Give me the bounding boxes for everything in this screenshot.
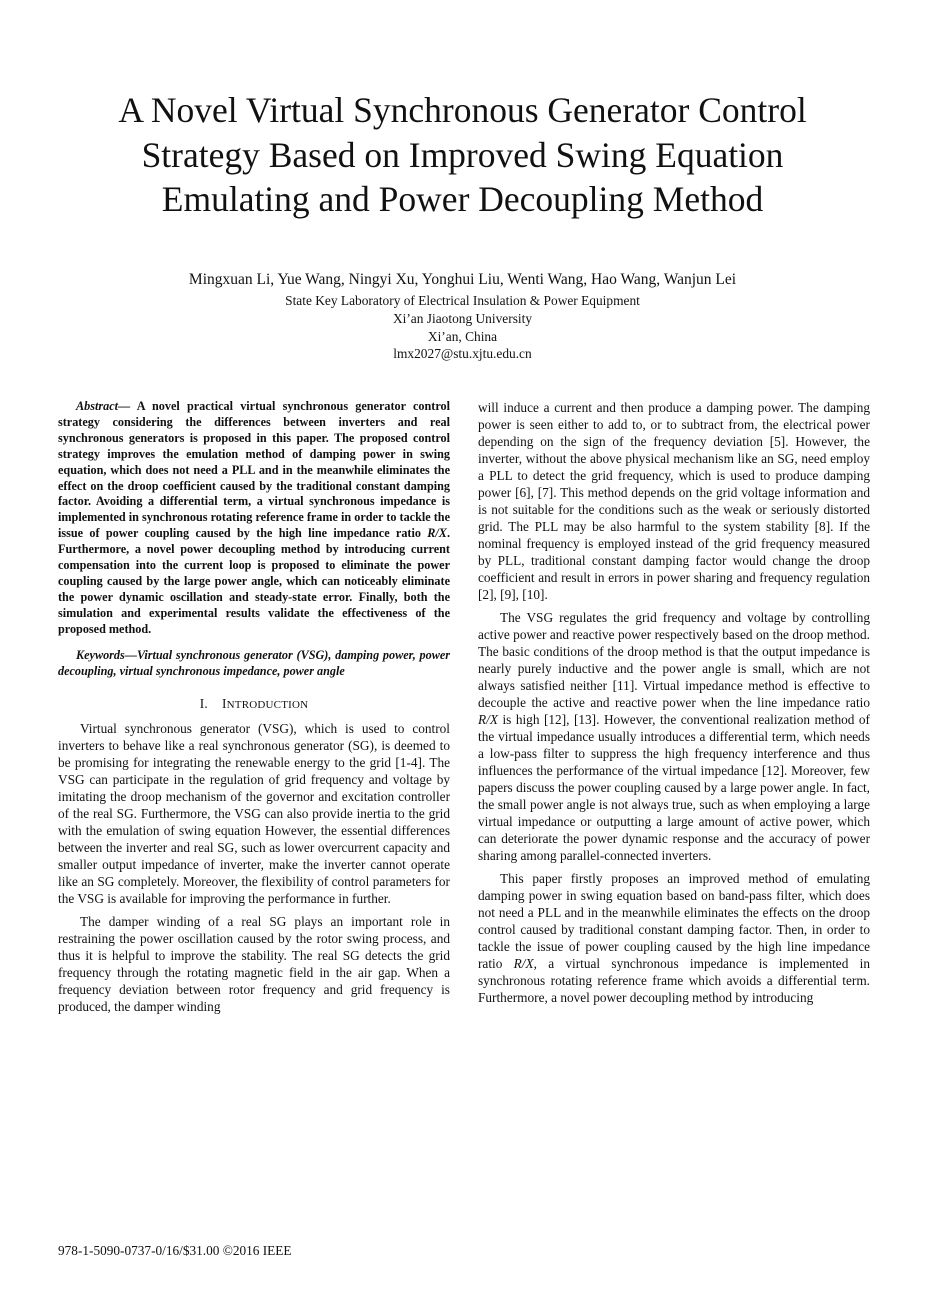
keywords: Keywords—Virtual synchronous generator (VSG), damping power, power decoupling, virtual synchronous impedance, power angle	[58, 647, 450, 678]
affiliation-location: Xi’an, China	[427, 328, 498, 344]
title-line-2: Strategy Based on Improved Swing Equation	[141, 134, 784, 175]
title-line-1: A Novel Virtual Synchronous Generator Control	[118, 90, 807, 130]
intro-paragraph-2: The damper winding of a real SG plays an important role in restraining the power oscillation caused by the rotor swing process, and thus it is helpful to improve the stability. The real SG detects the grid frequency through the rotating magnetic field in the air gap. When a frequency deviation between rotor frequency and grid frequency is produced, the damper winding	[58, 914, 450, 1015]
right-column	[478, 399, 870, 1012]
section-numeral: I.	[199, 696, 208, 712]
abstract	[58, 399, 450, 638]
author-email[interactable]: lmx2027@stu.xjtu.edu.cn	[393, 346, 532, 362]
intro-paragraph-1: Virtual synchronous generator (VSG), which is used to control inverters to behave like a real synchronous generator (SG), is deemed to be promising for integrating the renewable energy to the grid [1-4]. The VSG can participate in the regulation of grid frequency and voltage by imitating the droop mechanism of the governor and excitation controller of the real SG. Furthermore, the VSG can also provide inertia to the grid with the emulation of swing equation However, the essential differences between the inverter and real SG, such as lower overcurrent capacity and smaller output impedance of inverter, make the inverter cannot operate like an SG completely. Moreover, the flexibility of control parameters for the VSG is available for improving the performance in further.	[58, 721, 450, 907]
right-paragraph-2	[478, 609, 870, 864]
right-paragraph-1: will induce a current and then produce a damping power. The damping power is seen either to add to, or to subtract from, the electrical power depending on the sign of the frequency deviation [5]. However, the inverter, without the above physical mechanism like an SG, need employ a PLL to detect the grid frequency, which is used to produce damping power [6], [7]. This method depends on the grid voltage information and is not suitable for the conditions such as the weak or seriously distorted grid. The PLL may be also harmful to the system stability [8]. If the nominal frequency is employed instead of the grid frequency measured by PLL, traditional constant damping factor would change the droop coefficient and result in errors in power sharing and frequency regulation [2], [9], [10].	[478, 400, 870, 602]
affiliation-university: Xi’an Jiaotong University	[392, 310, 533, 326]
section-title-rest: NTRODUCTION	[226, 699, 309, 712]
right-p2-ratio: R/X	[478, 712, 498, 727]
abstract-label: Abstract—	[76, 399, 131, 413]
title-line-3: Emulating and Power Decoupling Method	[161, 179, 764, 219]
abstract-text-a: A novel practical virtual synchronous generator control strategy considering the differences between inverters and real synchronous generators is proposed in this paper. The proposed control strategy improves the emulation method of damping power in swing equation, which does not need a PLL and in the meanwhile eliminates the effect on the droop coefficient caused by the traditional constant damping factor. Avoiding a differential term, a virtual synchronous impedance is implemented in synchronous rotating reference frame in order to tackle the issue of power coupling caused by the high line impedance ratio	[58, 399, 450, 541]
right-p2-text-a: The VSG regulates the grid frequency and voltage by controlling active power and reactive power respectively based on the droop method. The basic conditions of the droop method is that the output impedance is nearly purely inductive and the power angle is small, which are not always satisfied neither [11]. Virtual impedance method is effective to decouple the active and reactive power when the line impedance ratio	[478, 610, 870, 710]
abstract-ratio: R/X	[427, 526, 447, 541]
affiliation-block	[40, 292, 885, 363]
affiliation-lab: State Key Laboratory of Electrical Insulation & Power Equipment	[285, 293, 640, 308]
right-p3-text-a: This paper firstly proposes an improved method of emulating damping power in swing equation based on band-pass filter, which does not need a PLL and in the meanwhile eliminates the effects on the droop control caused by traditional constant damping factor. Then, in order to tackle the issue of power coupling caused by the high line impedance ratio	[478, 871, 870, 971]
right-p2-text-b: is high [12], [13]. However, the conventional realization method of the virtual impedance usually introduces a differential term, which needs a low-pass filter to suppress the high frequency interference and thus influences the performance of the virtual impedance [12]. Moreover, few papers discuss the power coupling caused by a large power angle. In fact, the small power angle is not always true, such as when employing a large virtual impedance or outputting a large amount of active power, which can deteriorate the power dynamic response and the accuracy of power sharing among parallel-connected inverters.	[478, 712, 870, 863]
section-heading-introduction	[58, 695, 450, 714]
right-paragraph-3	[478, 870, 870, 1006]
abstract-text-b: . Furthermore, a novel power decoupling method by introducing current compensation into the current loop is proposed to eliminate the power coupling caused by the large power angle, which can noticeably eliminate the power dynamic oscillation and steady-state error. Finally, both the simulation and experimental results validate the effectiveness of the proposed method.	[58, 526, 450, 636]
left-column	[58, 399, 450, 1021]
copyright-footer: 978-1-5090-0737-0/16/$31.00 ©2016 IEEE	[58, 1243, 292, 1258]
right-p3-ratio: R/X	[513, 956, 534, 971]
paper-title	[40, 88, 885, 222]
section-first-letter: I	[221, 696, 227, 712]
right-p3-text-b: , a virtual synchronous impedance is implemented in synchronous rotating reference frame which avoids a differential term. Furthermore, a novel power decoupling method by introducing	[478, 956, 870, 1005]
author-list: Mingxuan Li, Yue Wang, Ningyi Xu, Yonghui Liu, Wenti Wang, Hao Wang, Wanjun Lei	[188, 271, 737, 288]
